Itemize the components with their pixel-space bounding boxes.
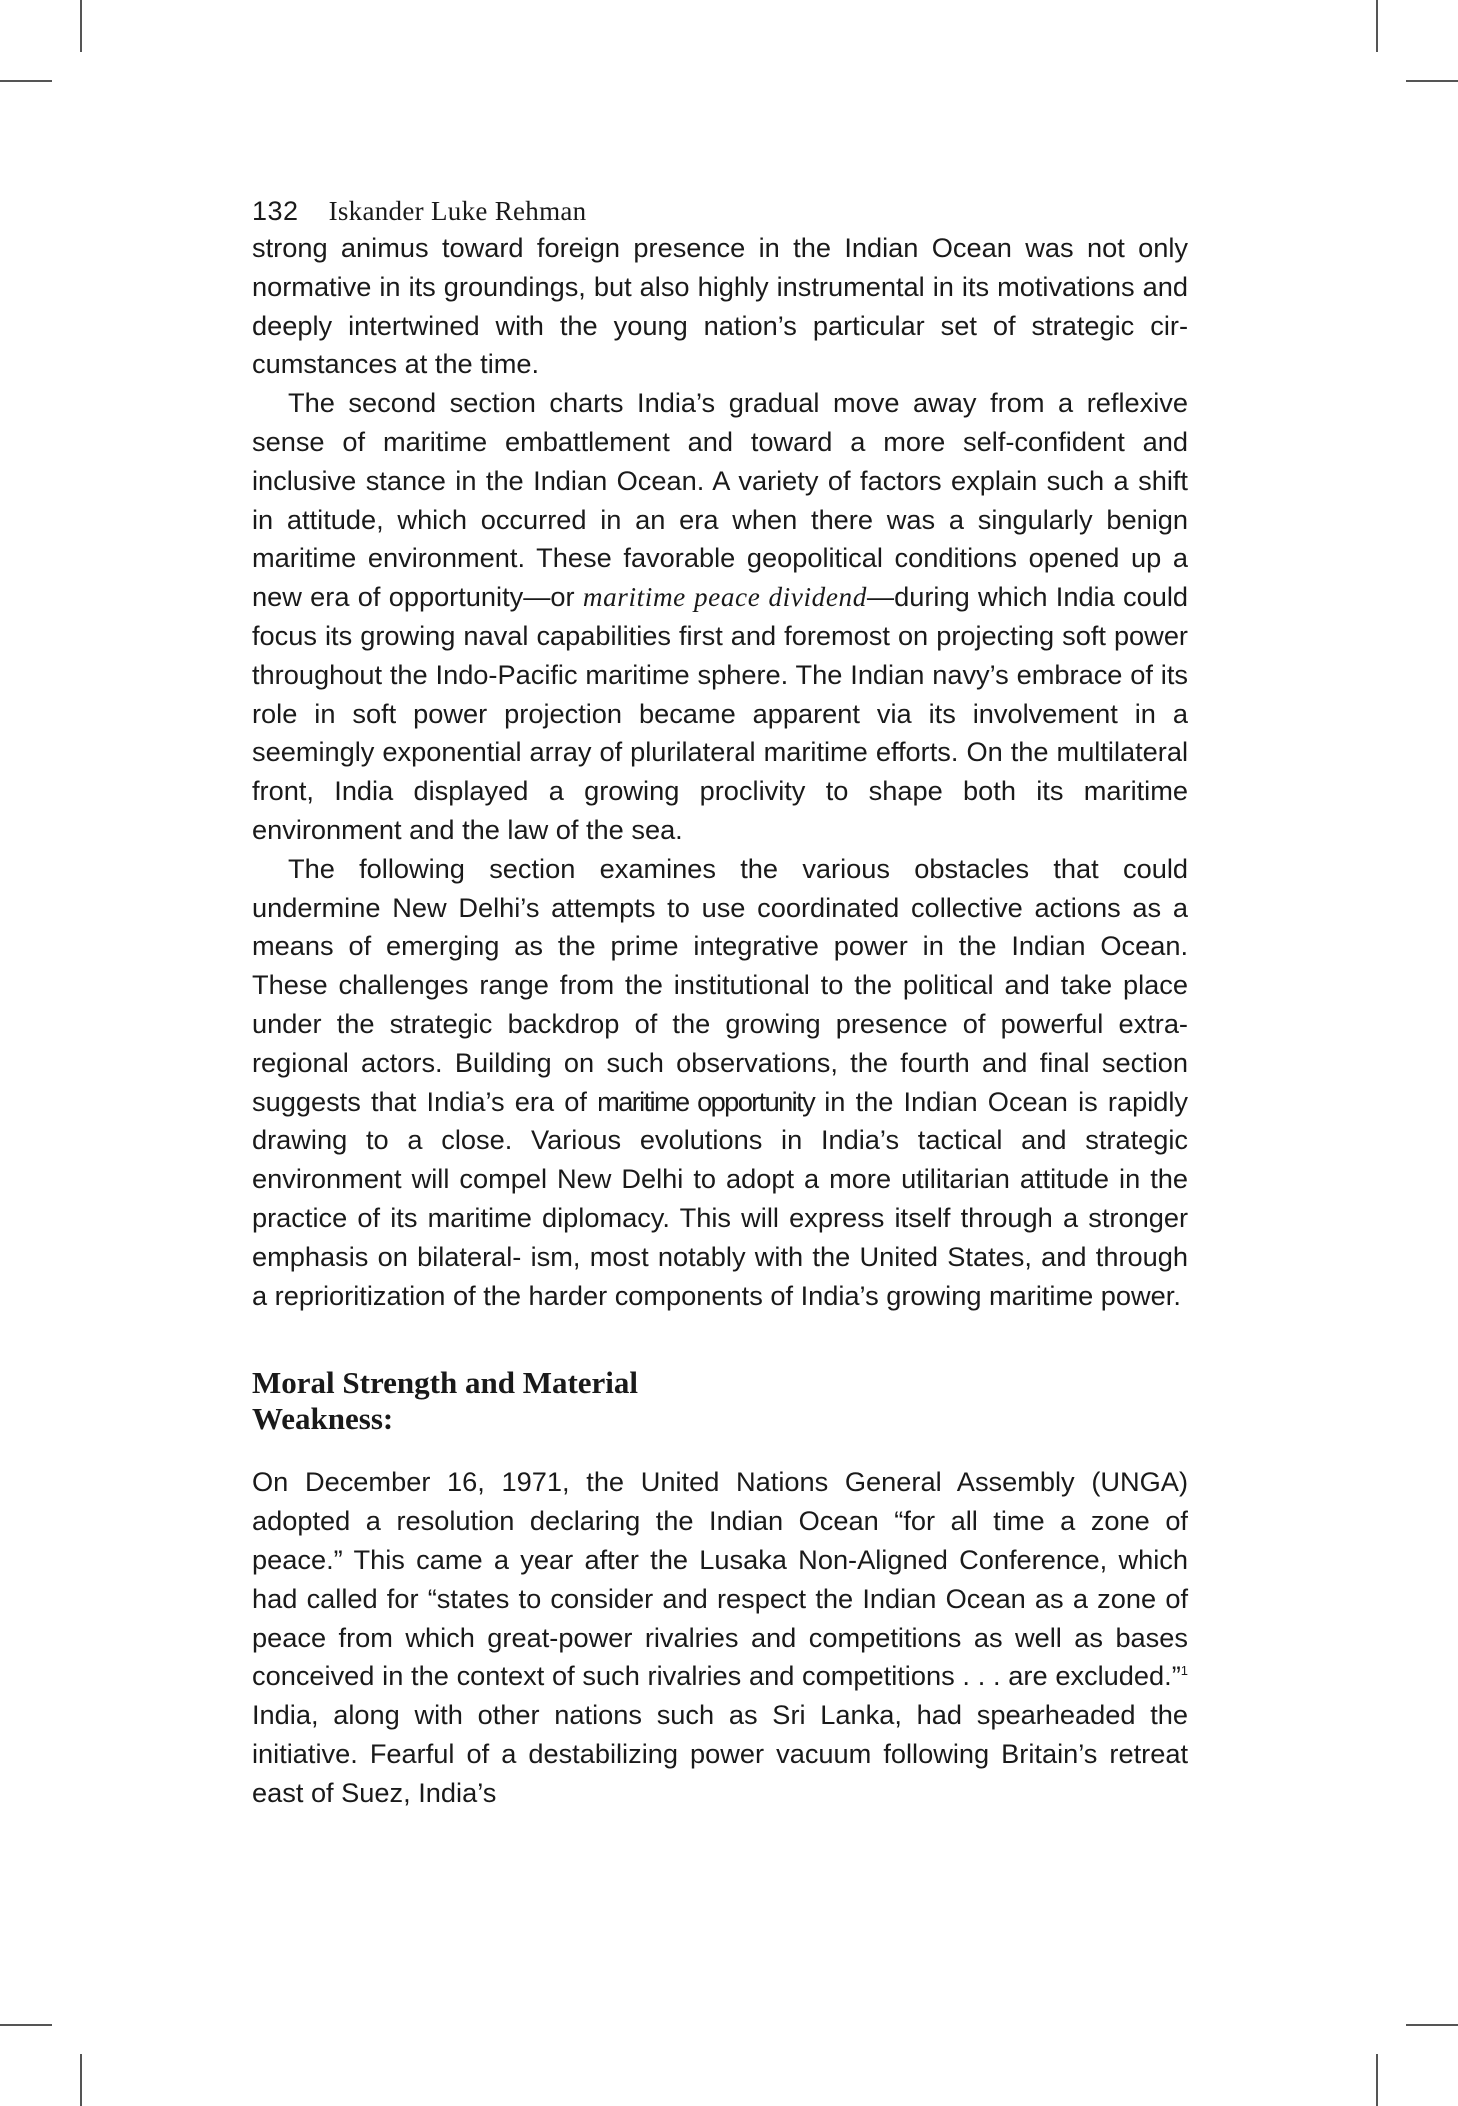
paragraph-3-text-a: The following section examines the various obstacles that could undermine New Delhi’s attempts to use coordinated collective actions as a means of emerging as the prime integrative power in the Indian Ocean. These challenges range from the institutional to the political and take place under the strategic backdrop of the growing presence of powerful extra-regional actors. Building on such observations, the fourth and final section suggests that India’s era of <box>252 852 1188 1117</box>
paragraph-2 <box>252 384 1188 850</box>
running-head <box>252 196 1188 227</box>
paragraph-4-text-b: India, along with other nations such as Sri Lanka, had spearheaded the initiative. Fearful of a destabilizing power vacuum following Britain’s retreat east of Suez, India’s <box>252 1699 1188 1808</box>
paragraph-1: strong animus toward foreign presence in the Indian Ocean was not only normative in its groundings, but also highly instrumental in its motivations and deeply intertwined with the young nation’s particular set of strategic circumstances at the time. <box>252 232 1188 380</box>
crop-mark-bottom-right <box>1376 2054 1378 2106</box>
paragraph-4 <box>252 1463 1188 1812</box>
crop-mark-left-top <box>0 80 52 82</box>
crop-mark-bottom-left <box>80 2054 82 2106</box>
paragraph-2-text-b: —during which India could focus its growing naval capabilities first and foremost on projecting soft power throughout the Indo-Pacific maritime sphere. The Indian navy’s embrace of its role in soft power projection became apparent via its involvement in a seemingly exponential array of plurilateral maritime efforts. On the multilateral front, India displayed a growing proclivity to shape both its maritime environment and the law of the sea. <box>252 581 1189 845</box>
paragraph-2-emphasis: maritime peace dividend <box>582 582 867 613</box>
page-number: 132 <box>252 196 299 226</box>
crop-mark-top-left <box>80 0 82 52</box>
paragraph-3 <box>252 850 1188 1316</box>
crop-mark-left-bottom <box>0 2024 52 2026</box>
crop-mark-right-top <box>1406 80 1458 82</box>
footnote-marker: 1 <box>1180 1663 1188 1679</box>
crop-mark-right-bottom <box>1406 2024 1458 2026</box>
paragraph-2-text-a: The second section charts India’s gradual move away from a reflexive sense of maritime embattlement and toward a more self-confident and inclusive stance in the Indian Ocean. A variety of factors explain such a shift in attitude, which occurred in an era when there was a singularly benign maritime environment. These favorable geopolitical conditions opened up a new era of opportunity—or <box>252 387 1188 613</box>
book-page <box>252 196 1188 1812</box>
paragraph-4-text-a: On December 16, 1971, the United Nations General Assembly (UNGA) adopted a resolution declaring the Indian Ocean “for all time a zone of peace.” This came a year after the Lusaka Non-Aligned Conference, which had called for “states to consider and respect the Indian Ocean as a zone of peace from which great-power rivalries and competitions as well as bases conceived in the context of such rivalries and competitions . . . are excluded.” <box>252 1466 1188 1692</box>
paragraph-3-emphasis: maritime opportunity <box>597 1085 815 1117</box>
running-head-author: Iskander Luke Rehman <box>328 196 587 226</box>
crop-mark-top-right <box>1376 0 1378 52</box>
section-heading: Moral Strength and Material Weakness: <box>252 1365 639 1437</box>
paragraph-3-text-b: in the Indian Ocean is rapidly drawing to a close. Various evolutions in India’s tactical and strategic environment will compel New Delhi to adopt a more utilitarian attitude in the practice of its maritime diplomacy. This will express itself through a stronger emphasis on bilateral- ism, most notably with the United States, and through a reprioritization of the harder components of India’s growing maritime power. <box>252 1085 1188 1311</box>
